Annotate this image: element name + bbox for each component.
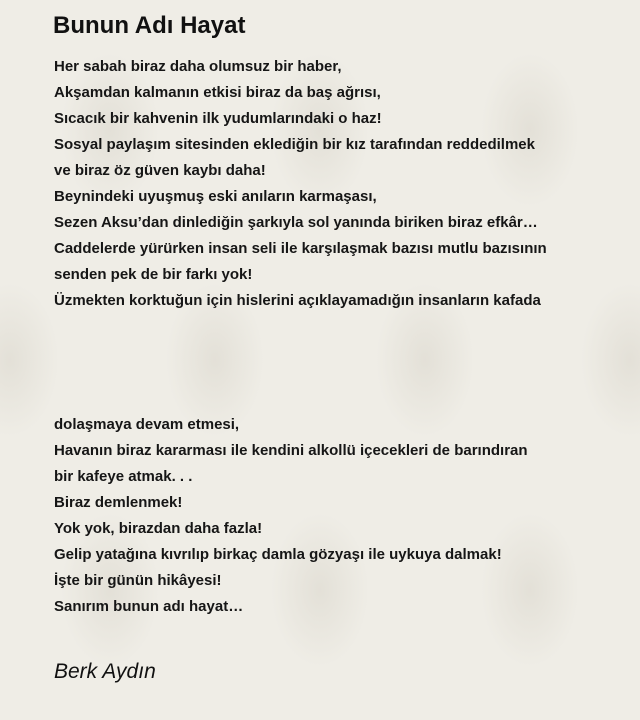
poem-line: senden pek de bir farkı yok! [54,266,253,283]
poem-line: bir kafeye atmak. . . [54,468,193,485]
poem-line: Caddelerde yürürken insan seli ile karşılaşmak bazısı mutlu bazısının [54,240,547,257]
poem-line: Her sabah biraz daha olumsuz bir haber, [54,58,342,75]
poem-stanza-2 [54,412,528,620]
poem-line: ve biraz öz güven kaybı daha! [54,162,266,179]
poem-title: Bunun Adı Hayat [53,12,246,39]
poem-line: Sıcacık bir kahvenin ilk yudumlarındaki o haz! [54,110,382,127]
poem-line: Sosyal paylaşım sitesinden eklediğin bir kız tarafından reddedilmek [54,136,535,153]
poem-line: Beynindeki uyuşmuş eski anıların karmaşası, [54,188,377,205]
poem-line: Sanırım bunun adı hayat… [54,598,244,615]
poem-line: Gelip yatağına kıvrılıp birkaç damla gözyaşı ile uykuya dalmak! [54,546,502,563]
poem-line: İşte bir günün hikâyesi! [54,572,222,589]
poem-line: Yok yok, birazdan daha fazla! [54,520,263,537]
poem-line: Havanın biraz kararması ile kendini alkollü içecekleri de barındıran [54,442,528,459]
poem-line: Biraz demlenmek! [54,494,183,511]
poem-line: Üzmekten korktuğun için hislerini açıklayamadığın insanların kafada [54,292,541,309]
poem-line: Sezen Aksu’dan dinlediğin şarkıyla sol yanında biriken biraz efkâr… [54,214,538,231]
poem-line: Akşamdan kalmanın etkisi biraz da baş ağrısı, [54,84,381,101]
poem-stanza-1 [54,54,547,314]
poem-line: dolaşmaya devam etmesi, [54,416,240,433]
poem-author: Berk Aydın [54,660,156,683]
